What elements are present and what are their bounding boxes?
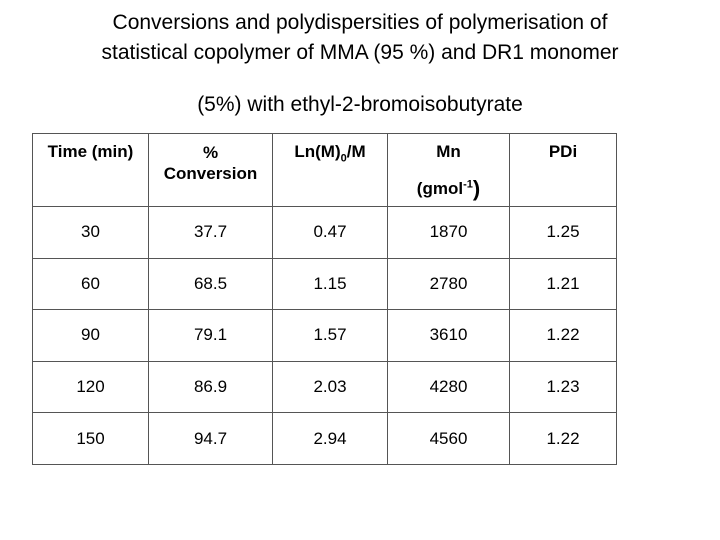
- header-time: Time (min): [33, 134, 149, 207]
- cell-pdi: 1.25: [510, 207, 617, 259]
- cell-time: 90: [33, 310, 149, 362]
- header-mn-unit: [388, 176, 509, 202]
- cell-ln: 2.94: [273, 413, 388, 465]
- header-mn-unit-close: ): [472, 176, 481, 201]
- cell-time: 150: [33, 413, 149, 465]
- title-line-1: Conversions and polydispersities of polymerisation of: [112, 11, 608, 34]
- cell-mn: 4560: [388, 413, 510, 465]
- header-ln-prefix: Ln(M): [294, 142, 341, 161]
- header-ln-suffix: /M: [346, 142, 366, 161]
- cell-conversion: 79.1: [149, 310, 273, 362]
- page-title: [20, 8, 700, 120]
- table-row: [33, 413, 617, 465]
- cell-conversion: 68.5: [149, 258, 273, 310]
- header-conversion: [149, 134, 273, 207]
- header-conversion-word: Conversion: [163, 164, 258, 183]
- cell-pdi: 1.22: [510, 413, 617, 465]
- cell-mn: 4280: [388, 361, 510, 413]
- table-row: [33, 361, 617, 413]
- header-ln-sub: 0: [340, 152, 347, 165]
- cell-conversion: 86.9: [149, 361, 273, 413]
- cell-pdi: 1.23: [510, 361, 617, 413]
- cell-ln: 2.03: [273, 361, 388, 413]
- table-row: [33, 258, 617, 310]
- table-row: [33, 207, 617, 259]
- cell-ln: 0.47: [273, 207, 388, 259]
- cell-ln: 1.15: [273, 258, 388, 310]
- header-mn-unit-sup: -1: [463, 178, 473, 191]
- cell-mn: 2780: [388, 258, 510, 310]
- header-row: [33, 134, 617, 207]
- cell-conversion: 94.7: [149, 413, 273, 465]
- header-pdi: PDi: [510, 134, 617, 207]
- table-row: [33, 310, 617, 362]
- results-table: [32, 133, 617, 465]
- cell-pdi: 1.22: [510, 310, 617, 362]
- cell-ln: 1.57: [273, 310, 388, 362]
- cell-time: 120: [33, 361, 149, 413]
- header-mn: [388, 134, 510, 207]
- title-line-2: statistical copolymer of MMA (95 %) and DR1 monomer: [101, 41, 619, 64]
- cell-pdi: 1.21: [510, 258, 617, 310]
- cell-conversion: 37.7: [149, 207, 273, 259]
- cell-mn: 1870: [388, 207, 510, 259]
- cell-time: 60: [33, 258, 149, 310]
- header-ln: [273, 134, 388, 207]
- cell-mn: 3610: [388, 310, 510, 362]
- header-conversion-symbol: %: [202, 143, 219, 162]
- cell-time: 30: [33, 207, 149, 259]
- header-mn-unit-text: (gmol: [416, 179, 464, 198]
- header-mn-label: Mn: [436, 142, 461, 161]
- title-line-3: (5%) with ethyl-2-bromoisobutyrate: [197, 93, 523, 116]
